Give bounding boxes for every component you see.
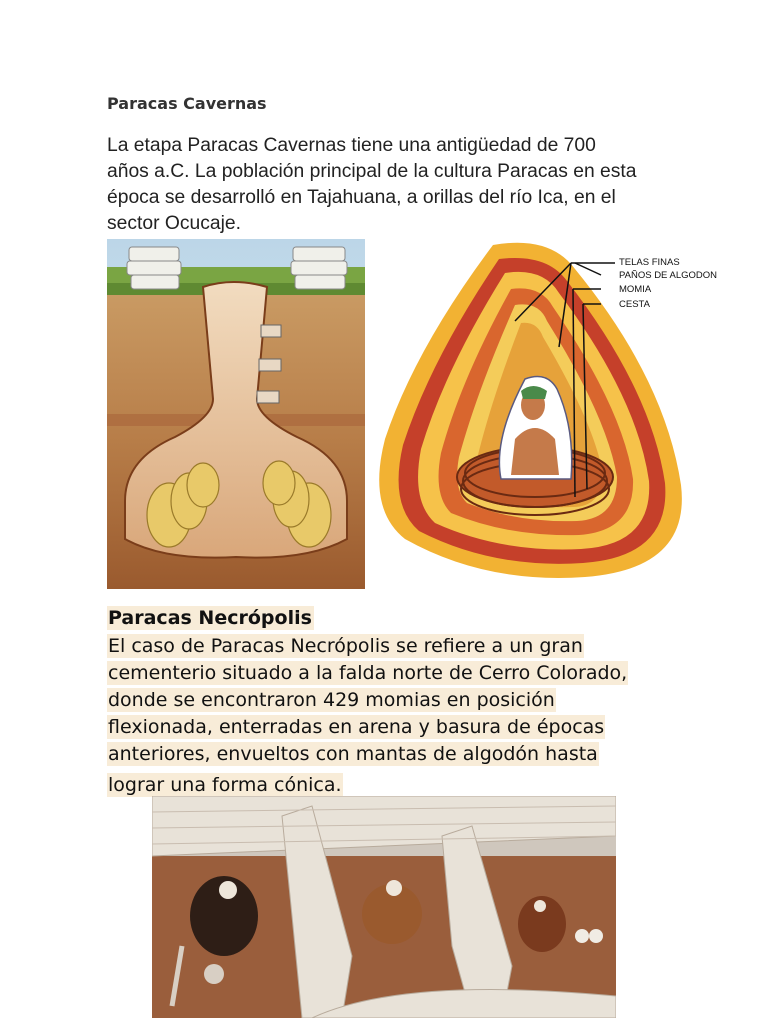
paragraph-line: cementerio situado a la falda norte de Cerro Colorado, [108, 662, 628, 684]
paragraph-line: época se desarrolló en Tajahuana, a orillas del río Ica, en el [107, 187, 616, 208]
paragraph-line: flexionada, enterradas en arena y basura de épocas [108, 716, 605, 738]
section-title-paracas-necropolis: Paracas Necrópolis [108, 607, 312, 629]
label-momia: MOMIA [619, 284, 652, 295]
paragraph-line: La etapa Paracas Cavernas tiene una antigüedad de 700 [107, 135, 596, 156]
paragraph-paracas-cavernas [107, 133, 677, 237]
label-panos-de-algodon: PAÑOS DE ALGODON [619, 270, 718, 281]
paragraph-line: lograr una forma cónica. [108, 774, 342, 796]
section-title-paracas-cavernas: Paracas Cavernas [107, 94, 267, 113]
mummy-bundle-diagram [375, 239, 750, 589]
necropolis-burial-photo [152, 796, 616, 1018]
paragraph-line: años a.C. La población principal de la cultura Paracas en esta [107, 161, 637, 182]
paragraph-line: anteriores, envueltos con mantas de algodón hasta [108, 743, 598, 765]
paragraph-line: donde se encontraron 429 momias en posición [108, 689, 555, 711]
paragraph-line: sector Ocucaje. [107, 213, 241, 234]
paragraph-line: El caso de Paracas Necrópolis se refiere a un gran [108, 635, 583, 657]
cavern-tomb-illustration [107, 239, 365, 589]
label-cesta: CESTA [619, 299, 650, 310]
label-telas-finas: TELAS FINAS [619, 257, 680, 268]
